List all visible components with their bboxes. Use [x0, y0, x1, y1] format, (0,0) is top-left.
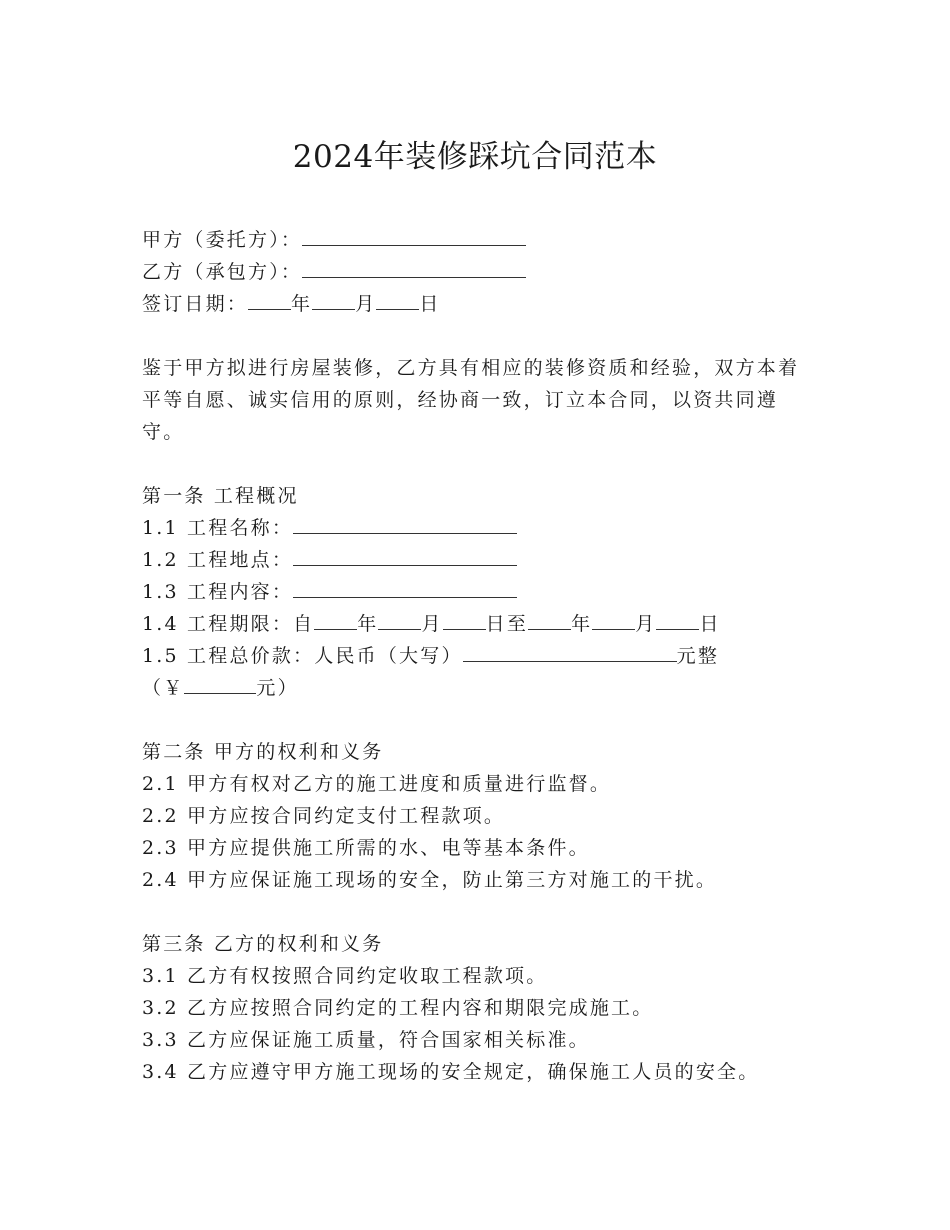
party-b-line — [142, 256, 802, 288]
period-to-text: 日至 — [485, 613, 529, 635]
end-year-text: 年 — [571, 613, 593, 635]
start-month-text: 月 — [421, 613, 443, 635]
article3-heading: 第三条 乙方的权利和义务 — [142, 933, 384, 955]
preamble-paragraph: 鉴于甲方拟进行房屋装修，乙方具有相应的装修资质和经验，双方本着平等自愿、诚实信用的原则，经协商一致，订立本合同，以资共同遵守。 — [142, 357, 800, 443]
article2-heading: 第二条 甲方的权利和义务 — [142, 741, 384, 763]
total-price-figure-prefix: （￥ — [142, 677, 185, 699]
party-a-line — [142, 224, 802, 256]
total-price-words-blank — [463, 643, 677, 662]
article3-item: 3.4 乙方应遵守甲方施工现场的安全规定，确保施工人员的安全。 — [142, 1061, 760, 1083]
sign-date-label: 签订日期： — [142, 293, 249, 315]
project-content-label: 1.3 工程内容： — [142, 581, 294, 603]
party-b-blank — [302, 259, 526, 278]
contract-body — [142, 224, 802, 1088]
total-price-figure-blank — [184, 675, 256, 694]
end-day-blank — [656, 611, 699, 630]
start-year-text: 年 — [357, 613, 379, 635]
sign-day-blank — [376, 291, 419, 310]
article1-item-5-cont — [142, 672, 802, 704]
article1-item-3 — [142, 576, 802, 608]
project-location-label: 1.2 工程地点： — [142, 549, 294, 571]
project-name-blank — [293, 515, 517, 534]
sign-month-text: 月 — [355, 293, 377, 315]
end-day-text: 日 — [699, 613, 721, 635]
article2-item: 2.4 甲方应保证施工现场的安全，防止第三方对施工的干扰。 — [142, 869, 718, 891]
article3-item: 3.3 乙方应保证施工质量，符合国家相关标准。 — [142, 1029, 590, 1051]
start-day-blank — [443, 611, 486, 630]
party-a-label: 甲方（委托方）： — [142, 229, 303, 251]
article3-item: 3.1 乙方有权按照合同约定收取工程款项。 — [142, 965, 548, 987]
total-price-figure-suffix: 元） — [256, 677, 299, 699]
sign-day-text: 日 — [419, 293, 441, 315]
sign-year-blank — [248, 291, 291, 310]
party-a-blank — [302, 227, 526, 246]
article1-item-1 — [142, 512, 802, 544]
party-b-label: 乙方（承包方）： — [142, 261, 303, 283]
article2-item: 2.2 甲方应按合同约定支付工程款项。 — [142, 805, 506, 827]
article1-heading: 第一条 工程概况 — [142, 485, 299, 507]
project-location-blank — [293, 547, 517, 566]
total-price-suffix: 元整 — [676, 645, 720, 667]
article1-item-4 — [142, 608, 802, 640]
article1-item-5 — [142, 640, 802, 672]
spacer — [142, 896, 802, 928]
article2-item: 2.3 甲方应提供施工所需的水、电等基本条件。 — [142, 837, 590, 859]
article3-item: 3.2 乙方应按照合同约定的工程内容和期限完成施工。 — [142, 997, 654, 1019]
spacer — [142, 448, 802, 480]
spacer — [142, 704, 802, 736]
end-month-text: 月 — [635, 613, 657, 635]
article1-item-2 — [142, 544, 802, 576]
document-title: 2024年装修踩坑合同范本 — [292, 139, 658, 175]
total-price-label: 1.5 工程总价款：人民币（大写） — [142, 645, 463, 667]
sign-year-text: 年 — [291, 293, 313, 315]
project-period-label: 1.4 工程期限：自 — [142, 613, 315, 635]
sign-date-line — [142, 288, 802, 320]
spacer — [142, 320, 802, 352]
project-name-label: 1.1 工程名称： — [142, 517, 294, 539]
end-month-blank — [592, 611, 635, 630]
project-content-blank — [293, 579, 517, 598]
end-year-blank — [528, 611, 571, 630]
start-year-blank — [314, 611, 357, 630]
start-month-blank — [378, 611, 421, 630]
article2-item: 2.1 甲方有权对乙方的施工进度和质量进行监督。 — [142, 773, 612, 795]
sign-month-blank — [312, 291, 355, 310]
